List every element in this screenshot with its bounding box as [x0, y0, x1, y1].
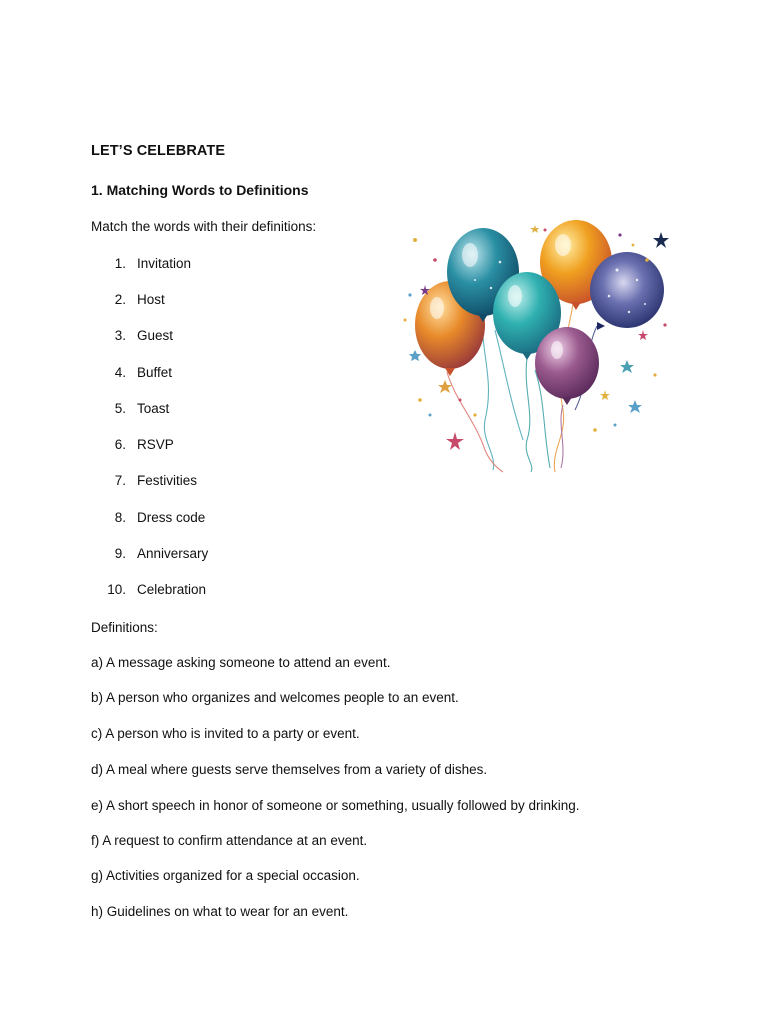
word-text: Guest: [137, 328, 174, 343]
word-text: Anniversary: [137, 546, 209, 561]
word-number: 5.: [114, 401, 126, 416]
word-text: Festivities: [137, 473, 198, 488]
definition-item: b) A person who organizes and welcomes people to an event.: [91, 690, 459, 705]
definition-item: a) A message asking someone to attend an event.: [91, 655, 391, 670]
purple-balloon: [535, 327, 599, 399]
word-number: 10.: [107, 582, 126, 597]
definition-item: g) Activities organized for a special occasion.: [91, 868, 360, 883]
document-title: LET’S CELEBRATE: [91, 143, 226, 159]
instruction-text: Match the words with their definitions:: [91, 219, 317, 234]
definition-item: e) A short speech in honor of someone or something, usually followed by drinking.: [91, 798, 580, 813]
word-number: 6.: [114, 437, 126, 452]
word-number: 3.: [114, 328, 126, 343]
section-heading: 1. Matching Words to Definitions: [91, 182, 309, 198]
word-text: Dress code: [137, 510, 206, 525]
word-text: Host: [137, 292, 165, 307]
definition-item: f) A request to confirm attendance at an event.: [91, 833, 368, 848]
balloons-illustration-icon: [385, 200, 689, 490]
definition-item: d) A meal where guests serve themselves from a variety of dishes.: [91, 762, 488, 777]
definitions-heading: Definitions:: [91, 620, 158, 635]
word-number: 1.: [114, 256, 126, 271]
word-number: 2.: [114, 292, 126, 307]
word-number: 9.: [114, 546, 126, 561]
word-number: 4.: [114, 365, 126, 380]
word-text: RSVP: [137, 437, 174, 452]
word-text: Buffet: [137, 365, 173, 380]
word-text: Celebration: [137, 582, 207, 597]
definition-item: c) A person who is invited to a party or event.: [91, 726, 360, 741]
word-text: Toast: [137, 401, 170, 416]
navy-balloon: [590, 252, 664, 328]
definition-item: h) Guidelines on what to wear for an event.: [91, 904, 349, 919]
word-text: Invitation: [137, 256, 192, 271]
word-number: 8.: [114, 510, 126, 525]
word-number: 7.: [114, 473, 126, 488]
